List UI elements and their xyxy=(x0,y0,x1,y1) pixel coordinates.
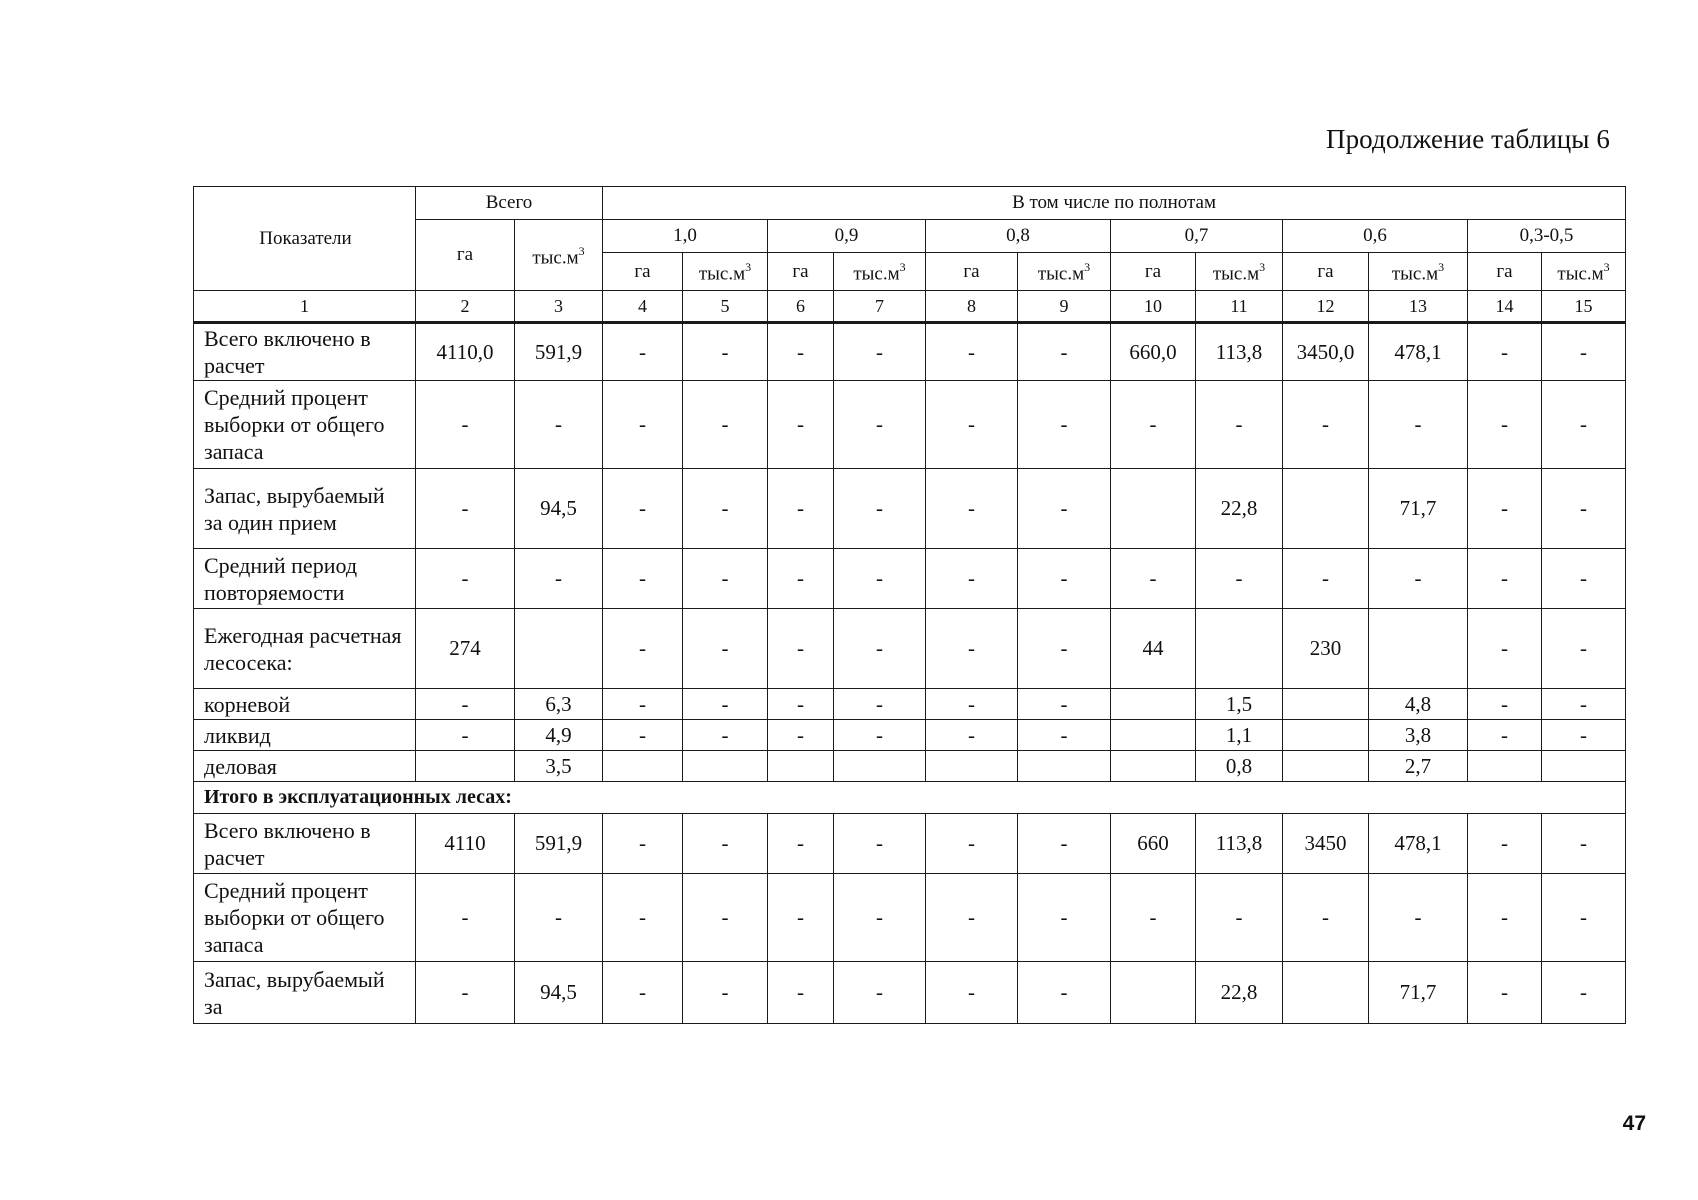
table-cell: - xyxy=(683,962,768,1024)
table-cell: 3450,0 xyxy=(1283,323,1369,381)
table-row xyxy=(194,962,1626,1024)
table-cell: - xyxy=(1018,469,1111,549)
column-number: 12 xyxy=(1283,291,1369,323)
table-cell: - xyxy=(515,381,603,469)
table-cell: - xyxy=(926,323,1018,381)
header-density-ha: га xyxy=(768,253,834,291)
table-cell: - xyxy=(768,962,834,1024)
table-row xyxy=(194,874,1626,962)
table-cell: 1,5 xyxy=(1196,689,1283,720)
table-cell: - xyxy=(1468,323,1542,381)
table-cell: - xyxy=(416,549,515,609)
table-cell: - xyxy=(1542,469,1626,549)
table-cell: 478,1 xyxy=(1369,323,1468,381)
row-label: деловая xyxy=(194,751,416,782)
table-cell: - xyxy=(1018,814,1111,874)
table-cell: - xyxy=(603,549,683,609)
table-cell xyxy=(926,751,1018,782)
header-total-vol: $тыс.м^3$ xyxy=(515,220,603,291)
table-cell xyxy=(1111,751,1196,782)
header-density-vol: $тыс.м^3$ xyxy=(1369,253,1468,291)
table-cell: - xyxy=(926,609,1018,689)
table-cell: 113,8 xyxy=(1196,814,1283,874)
table-cell xyxy=(768,751,834,782)
column-number: 8 xyxy=(926,291,1018,323)
table-row xyxy=(194,323,1626,381)
table-cell: - xyxy=(926,549,1018,609)
table-cell: - xyxy=(1018,689,1111,720)
table-cell: - xyxy=(515,874,603,962)
table-cell: - xyxy=(926,814,1018,874)
table-cell: - xyxy=(1369,381,1468,469)
section-row xyxy=(194,782,1626,814)
table-cell: - xyxy=(683,549,768,609)
table-cell xyxy=(1196,609,1283,689)
table-cell: 4,8 xyxy=(1369,689,1468,720)
table-cell: - xyxy=(834,814,926,874)
table-cell: - xyxy=(1468,962,1542,1024)
table-cell: 591,9 xyxy=(515,814,603,874)
table-cell: - xyxy=(416,962,515,1024)
table-cell: - xyxy=(834,469,926,549)
table-cell: - xyxy=(683,381,768,469)
table-cell: - xyxy=(768,689,834,720)
table-cell: - xyxy=(1283,549,1369,609)
table-cell: - xyxy=(1018,874,1111,962)
row-label: Всего включено в расчет xyxy=(194,323,416,381)
table-cell xyxy=(1111,962,1196,1024)
column-number: 4 xyxy=(603,291,683,323)
table-row xyxy=(194,549,1626,609)
column-number: 5 xyxy=(683,291,768,323)
table-cell: - xyxy=(834,323,926,381)
table-cell: - xyxy=(768,549,834,609)
header-density-ha: га xyxy=(1283,253,1369,291)
table-cell: - xyxy=(1369,549,1468,609)
table-row xyxy=(194,814,1626,874)
column-number: 1 xyxy=(194,291,416,323)
table-cell: - xyxy=(768,874,834,962)
table-cell: - xyxy=(1542,609,1626,689)
header-indicators: Показатели xyxy=(194,187,416,291)
table-cell: - xyxy=(1196,549,1283,609)
table-row xyxy=(194,381,1626,469)
table-cell: - xyxy=(1542,323,1626,381)
table-cell: 22,8 xyxy=(1196,469,1283,549)
table-cell: - xyxy=(1196,874,1283,962)
table-cell: - xyxy=(1468,814,1542,874)
table-cell: - xyxy=(1468,381,1542,469)
table-cell: - xyxy=(683,609,768,689)
header-density-ha: га xyxy=(1111,253,1196,291)
table-cell: 71,7 xyxy=(1369,469,1468,549)
column-number: 3 xyxy=(515,291,603,323)
header-density-vol: $тыс.м^3$ xyxy=(834,253,926,291)
table-cell: - xyxy=(1018,323,1111,381)
table-cell: - xyxy=(416,689,515,720)
table-cell: - xyxy=(683,814,768,874)
table-cell: 2,7 xyxy=(1369,751,1468,782)
table-cell: - xyxy=(926,720,1018,751)
column-number: 14 xyxy=(1468,291,1542,323)
header-density-0: 1,0 xyxy=(603,220,768,253)
table-cell: 274 xyxy=(416,609,515,689)
table-cell: 71,7 xyxy=(1369,962,1468,1024)
table-cell xyxy=(1283,689,1369,720)
table-cell: - xyxy=(1468,720,1542,751)
table-caption: Продолжение таблицы 6 xyxy=(1325,124,1610,154)
table-cell: - xyxy=(1542,549,1626,609)
column-number: 7 xyxy=(834,291,926,323)
table-cell xyxy=(1468,751,1542,782)
table-cell: - xyxy=(416,381,515,469)
table-cell: - xyxy=(834,689,926,720)
table-cell: 4110,0 xyxy=(416,323,515,381)
row-label: Средний период повторяемости xyxy=(194,549,416,609)
table-cell: - xyxy=(603,323,683,381)
table-cell: - xyxy=(683,323,768,381)
table-row xyxy=(194,751,1626,782)
table-cell: - xyxy=(768,469,834,549)
table-cell: - xyxy=(683,874,768,962)
table-cell: - xyxy=(683,469,768,549)
table-cell: - xyxy=(416,720,515,751)
page-number: 47 xyxy=(1622,1112,1646,1135)
table-cell: - xyxy=(926,962,1018,1024)
table-cell: - xyxy=(603,962,683,1024)
table-cell: - xyxy=(926,689,1018,720)
table-cell xyxy=(416,751,515,782)
table-cell: 660 xyxy=(1111,814,1196,874)
header-density-vol: $тыс.м^3$ xyxy=(683,253,768,291)
table-cell: - xyxy=(1283,874,1369,962)
table-cell xyxy=(1111,689,1196,720)
table-cell: 3,5 xyxy=(515,751,603,782)
column-number: 2 xyxy=(416,291,515,323)
table-cell: - xyxy=(1111,874,1196,962)
table-cell: 660,0 xyxy=(1111,323,1196,381)
table-cell: - xyxy=(683,689,768,720)
column-number: 10 xyxy=(1111,291,1196,323)
header-total: Всего xyxy=(416,187,603,220)
table-cell: - xyxy=(768,323,834,381)
table-cell: - xyxy=(683,720,768,751)
table-cell xyxy=(1283,469,1369,549)
table-cell: - xyxy=(1283,381,1369,469)
table-cell: - xyxy=(603,609,683,689)
table-cell: - xyxy=(926,874,1018,962)
table-cell: 22,8 xyxy=(1196,962,1283,1024)
table-cell xyxy=(603,751,683,782)
table-cell: - xyxy=(1468,549,1542,609)
table-cell: - xyxy=(1369,874,1468,962)
row-label: Средний процент выборки от общего запаса xyxy=(194,874,416,962)
row-label: ликвид xyxy=(194,720,416,751)
header-density-1: 0,9 xyxy=(768,220,926,253)
table-cell: 94,5 xyxy=(515,469,603,549)
table-cell xyxy=(1283,751,1369,782)
table-cell: - xyxy=(1111,381,1196,469)
table-cell: - xyxy=(834,874,926,962)
table-row xyxy=(194,609,1626,689)
table-cell: - xyxy=(603,689,683,720)
table-cell: - xyxy=(1542,381,1626,469)
table-cell: 44 xyxy=(1111,609,1196,689)
table-cell xyxy=(834,751,926,782)
table-cell: - xyxy=(1542,814,1626,874)
header-density-ha: га xyxy=(926,253,1018,291)
table-cell xyxy=(1369,609,1468,689)
table-cell: - xyxy=(1196,381,1283,469)
column-number: 11 xyxy=(1196,291,1283,323)
table-cell: - xyxy=(768,720,834,751)
table-cell: - xyxy=(515,549,603,609)
table-cell: - xyxy=(926,469,1018,549)
table-cell: - xyxy=(926,381,1018,469)
table-cell xyxy=(1111,720,1196,751)
table-cell: - xyxy=(603,814,683,874)
header-density-vol: $тыс.м^3$ xyxy=(1196,253,1283,291)
row-label: Средний процент выборки от общего запаса xyxy=(194,381,416,469)
header-density-3: 0,7 xyxy=(1111,220,1283,253)
table-cell: - xyxy=(768,609,834,689)
table-cell: - xyxy=(1018,609,1111,689)
table-cell: 94,5 xyxy=(515,962,603,1024)
table-cell: 1,1 xyxy=(1196,720,1283,751)
table-cell: 3450 xyxy=(1283,814,1369,874)
table-cell: - xyxy=(416,469,515,549)
table-cell: - xyxy=(1018,549,1111,609)
table-cell: - xyxy=(834,962,926,1024)
row-label: Всего включено в расчет xyxy=(194,814,416,874)
table-cell xyxy=(1283,962,1369,1024)
table-cell: - xyxy=(603,469,683,549)
table-cell: - xyxy=(768,381,834,469)
table-cell: - xyxy=(768,814,834,874)
table-cell: - xyxy=(834,720,926,751)
column-number: 9 xyxy=(1018,291,1111,323)
header-total-ha: га xyxy=(416,220,515,291)
forest-table xyxy=(193,186,1626,1024)
table-cell: - xyxy=(834,549,926,609)
table-cell: 0,8 xyxy=(1196,751,1283,782)
header-density-5: 0,3-0,5 xyxy=(1468,220,1626,253)
header-density-vol: $тыс.м^3$ xyxy=(1018,253,1111,291)
table-cell: - xyxy=(1018,720,1111,751)
table-cell: - xyxy=(834,609,926,689)
table-cell: - xyxy=(1542,874,1626,962)
table-cell: 230 xyxy=(1283,609,1369,689)
table-cell: - xyxy=(603,720,683,751)
table-cell: 113,8 xyxy=(1196,323,1283,381)
table-cell xyxy=(515,609,603,689)
table-row xyxy=(194,689,1626,720)
table-cell xyxy=(1283,720,1369,751)
table-row xyxy=(194,720,1626,751)
table-cell xyxy=(683,751,768,782)
table-cell: - xyxy=(1468,469,1542,549)
table-cell: 4110 xyxy=(416,814,515,874)
table-cell xyxy=(1111,469,1196,549)
table-cell: - xyxy=(1542,689,1626,720)
row-label: Запас, вырубаемый за один прием xyxy=(194,469,416,549)
table-cell: 4,9 xyxy=(515,720,603,751)
header-by-density: В том числе по полнотам xyxy=(603,187,1626,220)
column-number: 6 xyxy=(768,291,834,323)
table-cell: - xyxy=(1111,549,1196,609)
table-cell xyxy=(1542,751,1626,782)
table-cell: 3,8 xyxy=(1369,720,1468,751)
row-label: Запас, вырубаемый за xyxy=(194,962,416,1024)
table-cell: - xyxy=(1468,874,1542,962)
table-row xyxy=(194,469,1626,549)
row-label: Ежегодная расчетная лесосека: xyxy=(194,609,416,689)
table-cell: - xyxy=(1542,962,1626,1024)
table-cell: - xyxy=(603,874,683,962)
column-number: 13 xyxy=(1369,291,1468,323)
header-density-ha: га xyxy=(603,253,683,291)
column-number: 15 xyxy=(1542,291,1626,323)
header-density-4: 0,6 xyxy=(1283,220,1468,253)
header-density-ha: га xyxy=(1468,253,1542,291)
table-cell: - xyxy=(416,874,515,962)
table-cell: - xyxy=(1018,962,1111,1024)
table-cell: - xyxy=(603,381,683,469)
table-cell: 478,1 xyxy=(1369,814,1468,874)
section-title: Итого в эксплуатационных лесах: xyxy=(194,782,1626,814)
table-cell: 591,9 xyxy=(515,323,603,381)
table-cell: - xyxy=(1542,720,1626,751)
table-cell: 6,3 xyxy=(515,689,603,720)
header-density-2: 0,8 xyxy=(926,220,1111,253)
table-cell: - xyxy=(1018,381,1111,469)
header-density-vol: $тыс.м^3$ xyxy=(1542,253,1626,291)
row-label: корневой xyxy=(194,689,416,720)
table-cell xyxy=(1018,751,1111,782)
table-cell: - xyxy=(1468,689,1542,720)
table-cell: - xyxy=(1468,609,1542,689)
table-cell: - xyxy=(834,381,926,469)
